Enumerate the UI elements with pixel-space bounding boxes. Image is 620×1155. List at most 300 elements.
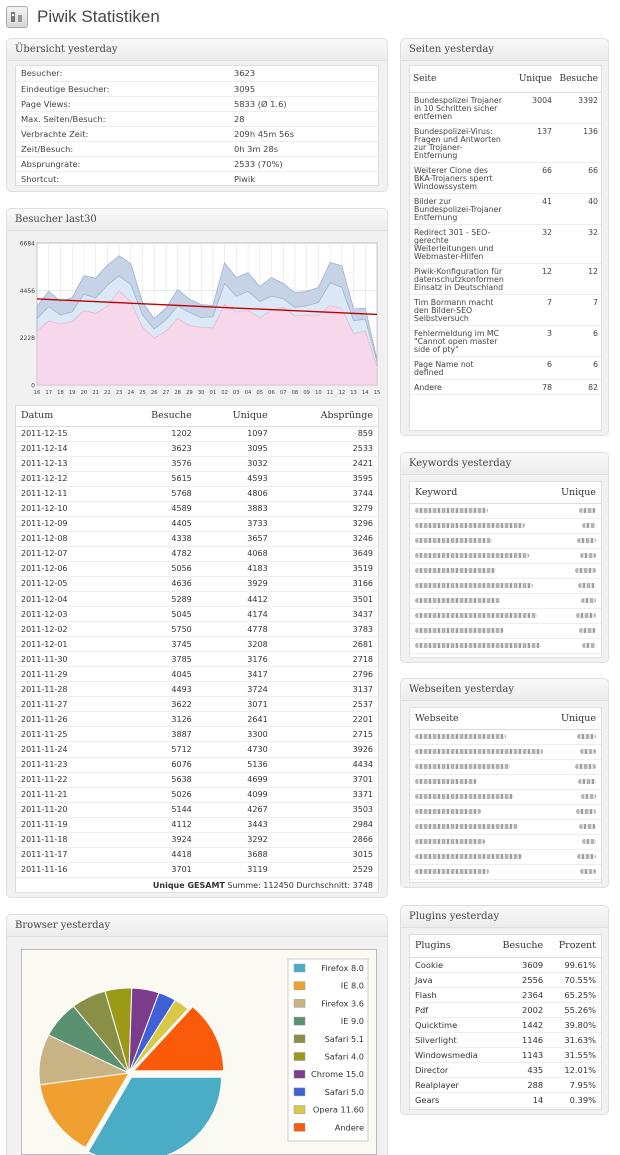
table-row [410, 1062, 601, 1077]
list-item [410, 789, 601, 804]
table-row [410, 1032, 601, 1047]
row-percent: 7.95% [548, 1077, 601, 1092]
row-unique: 4730 [197, 742, 273, 757]
row-percent: 31.55% [548, 1047, 601, 1062]
visitors-title: Besucher last30 [7, 209, 387, 231]
row-date: 2011-11-20 [16, 802, 111, 817]
x-tick-label: 05 [256, 390, 264, 396]
row-visits: 4636 [111, 576, 196, 591]
plugins-widget [400, 905, 609, 1115]
table-row [16, 441, 378, 456]
legend-swatch [294, 1053, 305, 1061]
col-website-unique: Unique [554, 708, 601, 729]
row-page: Bundespolizei Trojaner in 10 Schritten sicher entfernen [410, 92, 508, 123]
row-bounces: 2866 [273, 832, 378, 847]
row-visits: 288 [492, 1077, 549, 1092]
x-tick-label: 24 [127, 390, 135, 396]
overview-label: Shortcut: [16, 171, 229, 186]
row-plugin: Director [410, 1062, 492, 1077]
redacted-text [415, 749, 543, 754]
redacted-number [576, 613, 596, 618]
list-item [410, 819, 601, 834]
x-tick-label: 03 [233, 390, 240, 396]
row-bounces: 4434 [273, 757, 378, 772]
row-plugin: Silverlight [410, 1032, 492, 1047]
x-tick-label: 21 [92, 390, 99, 396]
x-tick-label: 16 [33, 390, 41, 396]
row-unique: 4806 [197, 486, 273, 501]
row-bounces: 2681 [273, 637, 378, 652]
row-plugin: Quicktime [410, 1017, 492, 1032]
overview-label: Eindeutige Besucher: [16, 81, 229, 96]
page-header [6, 4, 160, 30]
overview-row [16, 126, 378, 141]
table-row [410, 263, 601, 294]
row-bounces: 3437 [273, 607, 378, 622]
table-row [410, 379, 601, 394]
table-row [16, 501, 378, 516]
redacted-text [415, 508, 488, 513]
browser-title: Browser yesterday [7, 915, 387, 937]
browser-pie-chart [21, 949, 377, 1155]
row-visits: 5768 [111, 486, 196, 501]
legend-swatch [294, 982, 305, 990]
row-date: 2011-11-17 [16, 847, 111, 862]
row-plugin: Realplayer [410, 1077, 492, 1092]
row-visits: 4782 [111, 546, 196, 561]
table-row [410, 325, 601, 356]
row-visits: 2002 [492, 1002, 549, 1017]
list-item [410, 729, 601, 744]
col-keyword: Keyword [410, 482, 554, 503]
row-date: 2011-11-21 [16, 787, 111, 802]
plugins-table [410, 935, 601, 1108]
redacted-text [415, 538, 492, 543]
redacted-number [576, 809, 596, 814]
table-row [410, 224, 601, 263]
row-percent: 12.01% [548, 1062, 601, 1077]
table-row [16, 817, 378, 832]
row-unique: 78 [508, 379, 555, 394]
row-visits: 6076 [111, 757, 196, 772]
overview-value: 2533 (70%) [229, 156, 378, 171]
row-visits: 5045 [111, 607, 196, 622]
row-bounces: 3595 [273, 471, 378, 486]
row-date: 2011-12-10 [16, 501, 111, 516]
row-visits: 5056 [111, 561, 196, 576]
row-percent: 31.63% [548, 1032, 601, 1047]
row-date: 2011-12-15 [16, 426, 111, 441]
row-plugin: Gears [410, 1092, 492, 1107]
table-row [16, 742, 378, 757]
x-tick-label: 15 [373, 390, 381, 396]
visitors-total: Unique GESAMT Summe: 112450 Durchschnitt: 3748 [152, 880, 373, 890]
row-visits: 3745 [111, 637, 196, 652]
overview-title: Übersicht yesterday [7, 39, 387, 61]
redacted-text [415, 553, 529, 558]
redacted-text [415, 764, 510, 769]
list-item [410, 533, 601, 548]
table-row [16, 802, 378, 817]
table-row [16, 592, 378, 607]
keywords-title: Keywords yesterday [401, 453, 608, 475]
x-tick-label: 20 [80, 390, 88, 396]
row-visits: 2556 [492, 972, 549, 987]
redacted-number [580, 869, 596, 874]
redacted-text [415, 598, 500, 603]
row-bounces: 2796 [273, 667, 378, 682]
table-row [410, 193, 601, 224]
x-tick-label: 18 [57, 390, 64, 396]
table-row [410, 162, 601, 193]
table-row [410, 294, 601, 325]
list-item [410, 744, 601, 759]
row-page: Andere [410, 379, 508, 394]
row-visits: 4493 [111, 682, 196, 697]
table-row [410, 1092, 601, 1107]
row-unique: 3071 [197, 697, 273, 712]
row-percent: 39.80% [548, 1017, 601, 1032]
redacted-number [579, 508, 596, 513]
row-visits: 5615 [111, 471, 196, 486]
websites-table [410, 708, 601, 880]
redacted-number [580, 553, 596, 558]
row-unique: 3095 [197, 441, 273, 456]
row-bounces: 3371 [273, 787, 378, 802]
redacted-text [415, 583, 533, 588]
col-page: Seite [410, 66, 508, 92]
row-unique: 3724 [197, 682, 273, 697]
table-row [410, 1017, 601, 1032]
list-item [410, 849, 601, 864]
row-bounces: 2537 [273, 697, 378, 712]
row-date: 2011-11-27 [16, 697, 111, 712]
pages-title: Seiten yesterday [401, 39, 608, 61]
row-visits: 82 [555, 379, 601, 394]
row-visits: 435 [492, 1062, 549, 1077]
list-item [410, 804, 601, 819]
row-unique: 5136 [197, 757, 273, 772]
legend-swatch [294, 1035, 305, 1043]
row-unique: 4099 [197, 787, 273, 802]
row-visits: 5144 [111, 802, 196, 817]
x-tick-label: 14 [361, 390, 369, 396]
row-date: 2011-12-04 [16, 592, 111, 607]
legend-label: Opera 11.60 [312, 1104, 364, 1115]
row-unique: 3208 [197, 637, 273, 652]
row-unique: 3 [508, 325, 555, 356]
list-item [410, 593, 601, 608]
row-visits: 12 [555, 263, 601, 294]
row-bounces: 3279 [273, 501, 378, 516]
row-visits: 5026 [111, 787, 196, 802]
table-row [16, 682, 378, 697]
table-row [16, 607, 378, 622]
x-tick-label: 04 [244, 390, 252, 396]
row-bounces: 3296 [273, 516, 378, 531]
browser-widget [6, 914, 388, 1155]
row-plugin: Java [410, 972, 492, 987]
row-plugin: Windowsmedia [410, 1047, 492, 1062]
table-row [16, 787, 378, 802]
redacted-number [582, 523, 596, 528]
x-tick-label: 01 [209, 390, 217, 396]
page-title: Piwik Statistiken [37, 7, 160, 26]
row-unique: 4699 [197, 772, 273, 787]
redacted-number [578, 583, 596, 588]
redacted-text [415, 568, 496, 573]
row-unique: 4267 [197, 802, 273, 817]
table-row [16, 456, 378, 471]
table-row [16, 697, 378, 712]
table-row [16, 772, 378, 787]
legend-label: Safari 4.0 [324, 1051, 364, 1062]
overview-label: Absprungrate: [16, 156, 229, 171]
x-tick-label: 22 [104, 390, 111, 396]
row-date: 2011-12-08 [16, 531, 111, 546]
row-date: 2011-12-05 [16, 576, 111, 591]
col-plugin: Plugins [410, 935, 492, 957]
shortcut-link[interactable]: Piwik [229, 171, 378, 186]
legend-label: IE 8.0 [340, 980, 364, 991]
table-row [16, 546, 378, 561]
table-row [410, 987, 601, 1002]
websites-widget [400, 678, 609, 888]
row-page: Fehlermeldung im MC "Cannot open master side of pty" [410, 325, 508, 356]
x-tick-label: 30 [197, 390, 205, 396]
row-visits: 6 [555, 325, 601, 356]
table-row [410, 957, 601, 972]
row-unique: 3176 [197, 652, 273, 667]
pages-widget [400, 38, 609, 436]
redacted-number [577, 854, 596, 859]
row-unique: 2641 [197, 712, 273, 727]
overview-row [16, 171, 378, 186]
col-page-unique: Unique [508, 66, 555, 92]
row-unique: 3929 [197, 576, 273, 591]
row-date: 2011-12-14 [16, 441, 111, 456]
table-row [410, 1077, 601, 1092]
table-row [410, 1002, 601, 1017]
row-bounces: 3166 [273, 576, 378, 591]
table-row [16, 847, 378, 862]
x-tick-label: 07 [279, 390, 287, 396]
table-row [16, 622, 378, 637]
stats-icon [6, 6, 28, 28]
overview-row [16, 81, 378, 96]
row-bounces: 3926 [273, 742, 378, 757]
row-visits: 3785 [111, 652, 196, 667]
table-row [16, 652, 378, 667]
row-date: 2011-12-13 [16, 456, 111, 471]
overview-row [16, 111, 378, 126]
x-tick-label: 08 [291, 390, 299, 396]
redacted-text [415, 523, 525, 528]
legend-swatch [294, 1017, 305, 1025]
pages-table [410, 66, 601, 395]
legend-swatch [294, 964, 305, 972]
x-tick-label: 09 [303, 390, 310, 396]
y-tick-label: 0 [31, 382, 35, 390]
table-row [16, 576, 378, 591]
redacted-number [582, 643, 596, 648]
table-row [16, 667, 378, 682]
row-page: Redirect 301 - SEO-gerechte Weiterleitungen und Webmaster-Hilfen [410, 224, 508, 263]
row-unique: 3688 [197, 847, 273, 862]
x-tick-label: 26 [150, 390, 158, 396]
table-row [16, 832, 378, 847]
x-tick-label: 13 [350, 390, 357, 396]
redacted-number [580, 749, 596, 754]
redacted-number [575, 764, 596, 769]
row-unique: 3292 [197, 832, 273, 847]
row-visits: 3392 [555, 92, 601, 123]
row-visits: 1143 [492, 1047, 549, 1062]
row-bounces: 3501 [273, 592, 378, 607]
legend-label: Firefox 8.0 [321, 963, 364, 973]
redacted-text [415, 779, 477, 784]
row-percent: 55.26% [548, 1002, 601, 1017]
row-unique: 3733 [197, 516, 273, 531]
row-unique: 3004 [508, 92, 555, 123]
col-bounces: Absprünge [273, 406, 378, 426]
row-page: Bilder zur Bundespolizei-Trojaner Entfernung [410, 193, 508, 224]
col-visits: Besuche [111, 406, 196, 426]
row-percent: 99.61% [548, 957, 601, 972]
x-tick-label: 17 [45, 390, 53, 396]
row-visits: 2364 [492, 987, 549, 1002]
row-visits: 4589 [111, 501, 196, 516]
row-date: 2011-11-28 [16, 682, 111, 697]
row-visits: 3126 [111, 712, 196, 727]
row-plugin: Flash [410, 987, 492, 1002]
row-bounces: 3744 [273, 486, 378, 501]
redacted-text [415, 643, 541, 648]
overview-label: Verbrachte Zeit: [16, 126, 229, 141]
row-bounces: 3137 [273, 682, 378, 697]
overview-value: 3623 [229, 66, 378, 81]
row-bounces: 3503 [273, 802, 378, 817]
row-unique: 4778 [197, 622, 273, 637]
x-tick-label: 29 [186, 390, 193, 396]
legend-swatch [294, 1070, 305, 1078]
row-visits: 6 [555, 356, 601, 379]
row-bounces: 2421 [273, 456, 378, 471]
row-visits: 1442 [492, 1017, 549, 1032]
row-page: Piwik-Konfiguration für datenschutzkonformen Einsatz in Deutschland [410, 263, 508, 294]
row-visits: 4418 [111, 847, 196, 862]
table-row [16, 757, 378, 772]
row-unique: 3657 [197, 531, 273, 546]
redacted-number [581, 794, 596, 799]
x-tick-label: 11 [326, 390, 334, 396]
table-row [16, 426, 378, 441]
table-row [16, 516, 378, 531]
col-page-visits: Besuche [555, 66, 601, 92]
legend-label: IE 9.0 [340, 1016, 364, 1027]
col-plugin-visits: Besuche [492, 935, 549, 957]
row-date: 2011-11-16 [16, 862, 111, 877]
y-tick-label: 2228 [19, 335, 35, 343]
row-bounces: 859 [273, 426, 378, 441]
row-unique: 66 [508, 162, 555, 193]
legend [288, 959, 368, 1141]
row-visits: 3622 [111, 697, 196, 712]
redacted-text [415, 839, 485, 844]
list-item [410, 563, 601, 578]
row-visits: 3701 [111, 862, 196, 877]
row-visits: 3887 [111, 727, 196, 742]
row-page: Page Name not defined [410, 356, 508, 379]
plugins-title: Plugins yesterday [401, 906, 608, 928]
redacted-text [415, 613, 537, 618]
overview-row [16, 66, 378, 81]
row-bounces: 3015 [273, 847, 378, 862]
overview-label: Page Views: [16, 96, 229, 111]
x-tick-label: 27 [162, 390, 170, 396]
row-date: 2011-12-01 [16, 637, 111, 652]
row-unique: 6 [508, 356, 555, 379]
redacted-text [415, 809, 481, 814]
overview-table [16, 66, 378, 187]
row-visits: 1146 [492, 1032, 549, 1047]
overview-value: 3095 [229, 81, 378, 96]
table-row [16, 561, 378, 576]
row-visits: 4338 [111, 531, 196, 546]
redacted-text [415, 869, 489, 874]
x-tick-label: 10 [315, 390, 322, 396]
redacted-number [579, 824, 596, 829]
overview-widget [6, 38, 388, 192]
row-bounces: 2533 [273, 441, 378, 456]
row-date: 2011-11-26 [16, 712, 111, 727]
table-row [410, 1047, 601, 1062]
col-date: Datum [16, 406, 111, 426]
redacted-text [415, 734, 506, 739]
row-date: 2011-11-22 [16, 772, 111, 787]
overview-label: Besucher: [16, 66, 229, 81]
row-date: 2011-11-29 [16, 667, 111, 682]
row-date: 2011-11-23 [16, 757, 111, 772]
row-unique: 4068 [197, 546, 273, 561]
overview-value: 0h 3m 28s [229, 141, 378, 156]
row-page: Bundespolizei-Virus: Fragen und Antworten zur Trojaner-Entfernung [410, 123, 508, 162]
redacted-number [578, 779, 596, 784]
row-page: Weiterer Clone des BKA-Trojaners sperrt Windowssystem [410, 162, 508, 193]
row-date: 2011-12-07 [16, 546, 111, 561]
row-visits: 3924 [111, 832, 196, 847]
keywords-widget [400, 452, 609, 663]
x-tick-label: 12 [338, 390, 346, 396]
list-item [410, 864, 601, 879]
overview-value: 28 [229, 111, 378, 126]
table-row [16, 486, 378, 501]
row-plugin: Pdf [410, 1002, 492, 1017]
list-item [410, 578, 601, 593]
row-visits: 7 [555, 294, 601, 325]
row-unique: 32 [508, 224, 555, 263]
row-date: 2011-12-02 [16, 622, 111, 637]
list-item [410, 548, 601, 563]
legend-label: Firefox 3.6 [321, 998, 364, 1009]
redacted-text [415, 794, 514, 799]
col-unique: Unique [197, 406, 273, 426]
table-row [16, 862, 378, 877]
legend-swatch [294, 999, 305, 1007]
row-bounces: 2984 [273, 817, 378, 832]
list-item [410, 759, 601, 774]
x-tick-label: 25 [139, 390, 146, 396]
